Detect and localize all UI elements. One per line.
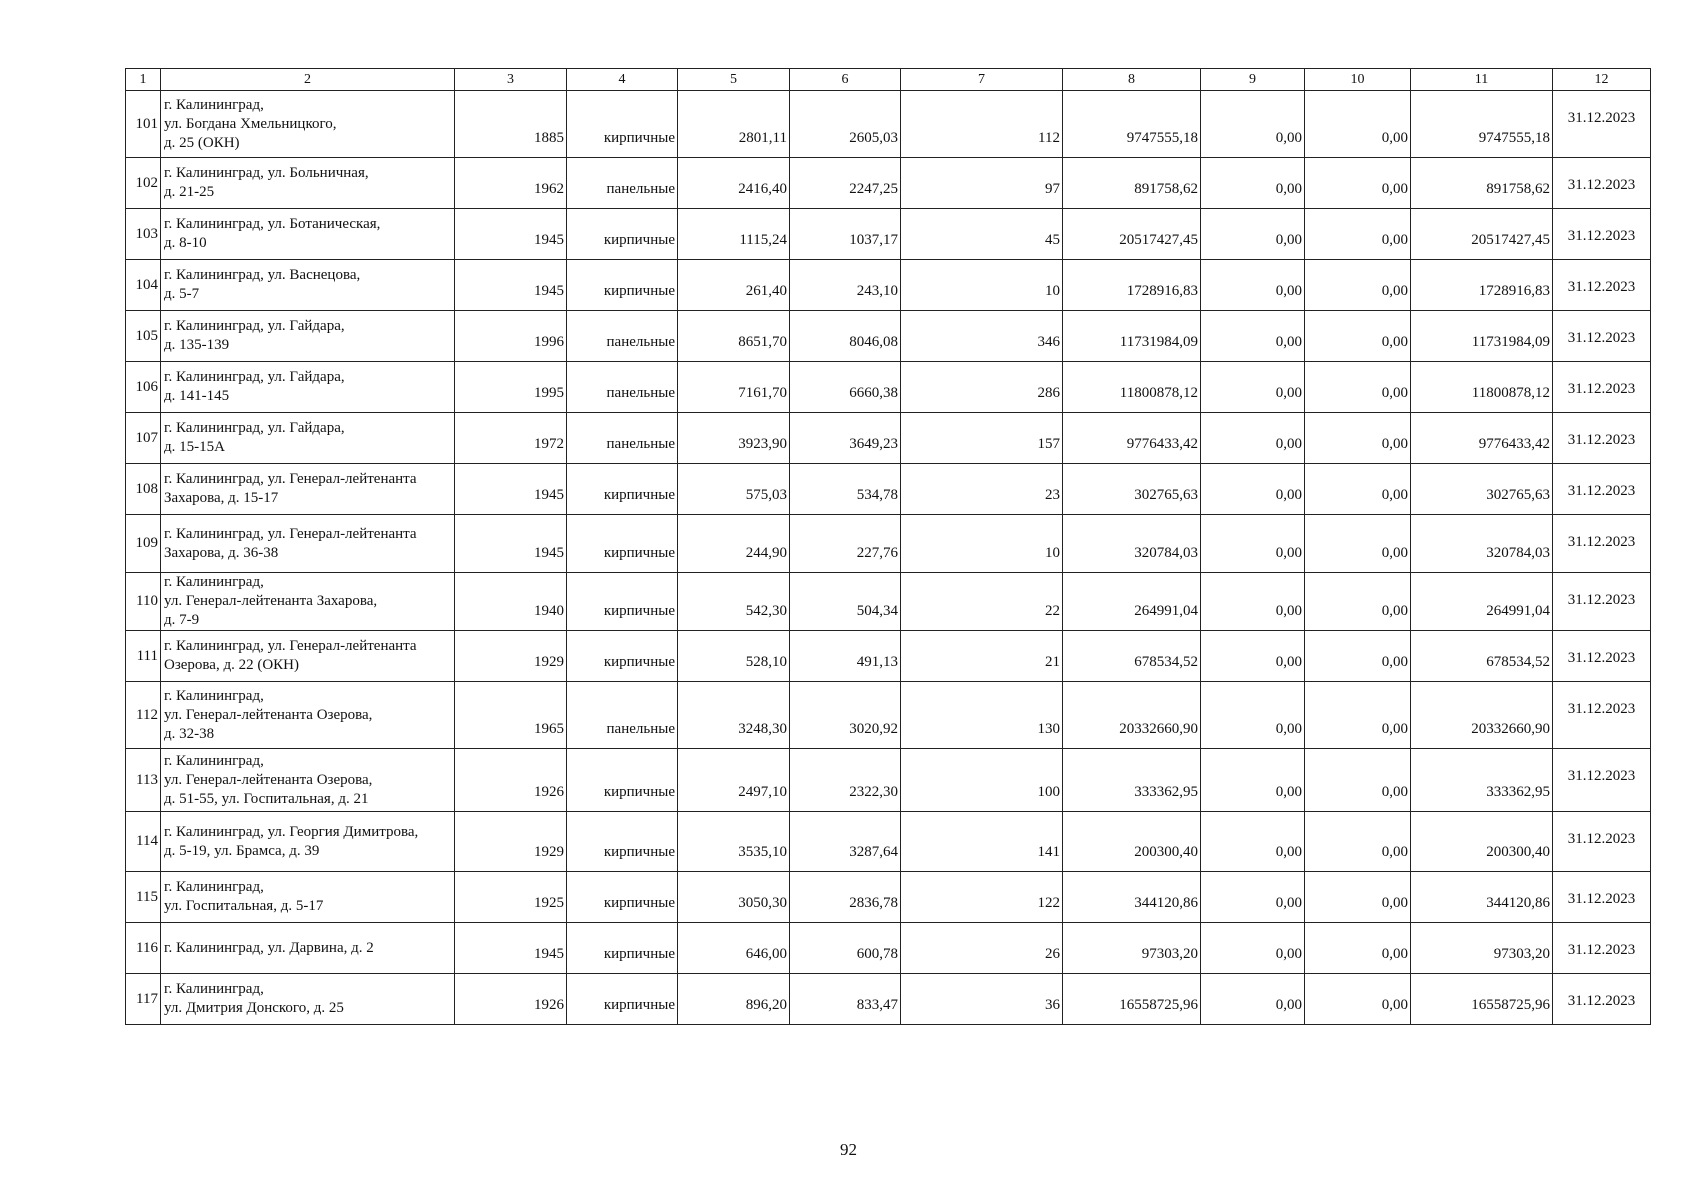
- year-built-cell: 1995: [455, 362, 567, 413]
- column-header-6: 6: [790, 69, 901, 91]
- table-row: [126, 573, 1651, 631]
- col10-value-cell: 0,00: [1305, 515, 1411, 573]
- address-line: ул. Богдана Хмельницкого,: [164, 115, 337, 132]
- year-built-cell: 1929: [455, 631, 567, 682]
- col6-value-cell: 600,78: [790, 923, 901, 974]
- col9-value-cell: 0,00: [1201, 260, 1305, 311]
- col8-value-cell: 678534,52: [1063, 631, 1201, 682]
- col7-value-cell: 21: [901, 631, 1063, 682]
- table-row: [126, 362, 1651, 413]
- wall-material-cell: кирпичные: [567, 631, 678, 682]
- col9-value-cell: 0,00: [1201, 631, 1305, 682]
- address-line: г. Калининград, ул. Больничная,: [164, 165, 369, 181]
- address-line: д. 15-15А: [164, 439, 225, 455]
- table-row: [126, 209, 1651, 260]
- date-cell: 31.12.2023: [1553, 749, 1651, 812]
- address-cell: [161, 158, 455, 209]
- page-number: 92: [840, 1140, 857, 1159]
- date-cell: 31.12.2023: [1553, 812, 1651, 872]
- col9-value-cell: 0,00: [1201, 682, 1305, 749]
- address-line: д. 25 (ОКН): [164, 134, 240, 151]
- date-cell: 31.12.2023: [1553, 974, 1651, 1025]
- col7-value-cell: 97: [901, 158, 1063, 209]
- col7-value-cell: 23: [901, 464, 1063, 515]
- col11-value-cell: 891758,62: [1411, 158, 1553, 209]
- col11-value-cell: 333362,95: [1411, 749, 1553, 812]
- col9-value-cell: 0,00: [1201, 209, 1305, 260]
- col5-value-cell: 7161,70: [678, 362, 790, 413]
- column-header-4: 4: [567, 69, 678, 91]
- col6-value-cell: 3287,64: [790, 812, 901, 872]
- col5-value-cell: 8651,70: [678, 311, 790, 362]
- col7-value-cell: 130: [901, 682, 1063, 749]
- row-number: 103: [126, 209, 161, 260]
- row-number: 116: [126, 923, 161, 974]
- col5-value-cell: 575,03: [678, 464, 790, 515]
- col10-value-cell: 0,00: [1305, 209, 1411, 260]
- date-cell: 31.12.2023: [1553, 362, 1651, 413]
- date-cell: 31.12.2023: [1553, 413, 1651, 464]
- wall-material-cell: кирпичные: [567, 91, 678, 158]
- address-cell: [161, 923, 455, 974]
- wall-material-cell: панельные: [567, 413, 678, 464]
- col8-value-cell: 11800878,12: [1063, 362, 1201, 413]
- col10-value-cell: 0,00: [1305, 158, 1411, 209]
- address-line: д. 51-55, ул. Госпитальная, д. 21: [164, 790, 369, 807]
- table-row: [126, 311, 1651, 362]
- col5-value-cell: 646,00: [678, 923, 790, 974]
- row-number: 105: [126, 311, 161, 362]
- col11-value-cell: 11731984,09: [1411, 311, 1553, 362]
- column-header-1: 1: [126, 69, 161, 91]
- col11-value-cell: 9747555,18: [1411, 91, 1553, 158]
- year-built-cell: 1945: [455, 260, 567, 311]
- address-line: г. Калининград,: [164, 981, 264, 997]
- address-line: Озерова, д. 22 (ОКН): [164, 657, 299, 673]
- row-number: 102: [126, 158, 161, 209]
- col9-value-cell: 0,00: [1201, 923, 1305, 974]
- column-header-9: 9: [1201, 69, 1305, 91]
- col8-value-cell: 20517427,45: [1063, 209, 1201, 260]
- date-cell: 31.12.2023: [1553, 573, 1651, 631]
- col7-value-cell: 45: [901, 209, 1063, 260]
- col11-value-cell: 20332660,90: [1411, 682, 1553, 749]
- date-cell: 31.12.2023: [1553, 311, 1651, 362]
- col7-value-cell: 157: [901, 413, 1063, 464]
- col11-value-cell: 678534,52: [1411, 631, 1553, 682]
- col9-value-cell: 0,00: [1201, 158, 1305, 209]
- col5-value-cell: 2416,40: [678, 158, 790, 209]
- address-cell: [161, 362, 455, 413]
- col9-value-cell: 0,00: [1201, 872, 1305, 923]
- col6-value-cell: 2605,03: [790, 91, 901, 158]
- address-cell: [161, 515, 455, 573]
- col10-value-cell: 0,00: [1305, 260, 1411, 311]
- col9-value-cell: 0,00: [1201, 311, 1305, 362]
- col6-value-cell: 8046,08: [790, 311, 901, 362]
- col9-value-cell: 0,00: [1201, 413, 1305, 464]
- col7-value-cell: 10: [901, 260, 1063, 311]
- year-built-cell: 1925: [455, 872, 567, 923]
- col5-value-cell: 896,20: [678, 974, 790, 1025]
- address-line: д. 141-145: [164, 388, 230, 404]
- column-header-3: 3: [455, 69, 567, 91]
- col8-value-cell: 320784,03: [1063, 515, 1201, 573]
- address-line: г. Калининград,: [164, 752, 264, 769]
- wall-material-cell: кирпичные: [567, 812, 678, 872]
- year-built-cell: 1926: [455, 974, 567, 1025]
- date-cell: 31.12.2023: [1553, 260, 1651, 311]
- col8-value-cell: 20332660,90: [1063, 682, 1201, 749]
- address-cell: [161, 682, 455, 749]
- col7-value-cell: 22: [901, 573, 1063, 631]
- row-number: 104: [126, 260, 161, 311]
- row-number: 112: [126, 682, 161, 749]
- col6-value-cell: 3020,92: [790, 682, 901, 749]
- year-built-cell: 1972: [455, 413, 567, 464]
- col8-value-cell: 344120,86: [1063, 872, 1201, 923]
- table-row: [126, 515, 1651, 573]
- column-number-header-row: [126, 69, 1651, 91]
- address-line: д. 32-38: [164, 725, 215, 742]
- table-row: [126, 923, 1651, 974]
- address-line: д. 21-25: [164, 184, 215, 200]
- wall-material-cell: панельные: [567, 362, 678, 413]
- col9-value-cell: 0,00: [1201, 515, 1305, 573]
- address-line: Захарова, д. 15-17: [164, 490, 279, 506]
- row-number: 101: [126, 91, 161, 158]
- date-cell: 31.12.2023: [1553, 91, 1651, 158]
- col7-value-cell: 141: [901, 812, 1063, 872]
- col5-value-cell: 528,10: [678, 631, 790, 682]
- year-built-cell: 1945: [455, 923, 567, 974]
- wall-material-cell: кирпичные: [567, 515, 678, 573]
- col6-value-cell: 2322,30: [790, 749, 901, 812]
- address-cell: [161, 631, 455, 682]
- table-row: [126, 464, 1651, 515]
- address-line: г. Калининград, ул. Гайдара,: [164, 420, 345, 436]
- col5-value-cell: 2801,11: [678, 91, 790, 158]
- wall-material-cell: кирпичные: [567, 749, 678, 812]
- col7-value-cell: 122: [901, 872, 1063, 923]
- col5-value-cell: 261,40: [678, 260, 790, 311]
- col8-value-cell: 1728916,83: [1063, 260, 1201, 311]
- address-line: д. 7-9: [164, 612, 200, 628]
- col6-value-cell: 491,13: [790, 631, 901, 682]
- table-row: [126, 974, 1651, 1025]
- address-cell: [161, 260, 455, 311]
- row-number: 107: [126, 413, 161, 464]
- col10-value-cell: 0,00: [1305, 682, 1411, 749]
- col8-value-cell: 16558725,96: [1063, 974, 1201, 1025]
- col8-value-cell: 333362,95: [1063, 749, 1201, 812]
- date-cell: 31.12.2023: [1553, 682, 1651, 749]
- column-header-12: 12: [1553, 69, 1651, 91]
- col11-value-cell: 16558725,96: [1411, 974, 1553, 1025]
- address-line: г. Калининград, ул. Гайдара,: [164, 369, 345, 385]
- column-header-11: 11: [1411, 69, 1553, 91]
- address-line: г. Калининград,: [164, 96, 264, 113]
- col5-value-cell: 244,90: [678, 515, 790, 573]
- wall-material-cell: кирпичные: [567, 923, 678, 974]
- year-built-cell: 1965: [455, 682, 567, 749]
- table-row: [126, 91, 1651, 158]
- column-header-5: 5: [678, 69, 790, 91]
- address-line: д. 8-10: [164, 235, 207, 251]
- address-line: Захарова, д. 36-38: [164, 544, 279, 561]
- address-cell: [161, 464, 455, 515]
- table-row: [126, 682, 1651, 749]
- address-cell: [161, 209, 455, 260]
- col9-value-cell: 0,00: [1201, 91, 1305, 158]
- col9-value-cell: 0,00: [1201, 464, 1305, 515]
- date-cell: 31.12.2023: [1553, 158, 1651, 209]
- col7-value-cell: 36: [901, 974, 1063, 1025]
- col11-value-cell: 264991,04: [1411, 573, 1553, 631]
- col10-value-cell: 0,00: [1305, 413, 1411, 464]
- address-line: ул. Генерал-лейтенанта Захарова,: [164, 593, 378, 609]
- year-built-cell: 1926: [455, 749, 567, 812]
- col10-value-cell: 0,00: [1305, 631, 1411, 682]
- col5-value-cell: 2497,10: [678, 749, 790, 812]
- year-built-cell: 1996: [455, 311, 567, 362]
- col6-value-cell: 833,47: [790, 974, 901, 1025]
- col10-value-cell: 0,00: [1305, 974, 1411, 1025]
- housing-register-table: [125, 68, 1651, 1025]
- table-row: [126, 872, 1651, 923]
- col11-value-cell: 9776433,42: [1411, 413, 1553, 464]
- address-line: г. Калининград, ул. Ботаническая,: [164, 216, 381, 232]
- col6-value-cell: 227,76: [790, 515, 901, 573]
- col5-value-cell: 542,30: [678, 573, 790, 631]
- date-cell: 31.12.2023: [1553, 464, 1651, 515]
- address-cell: [161, 573, 455, 631]
- row-number: 110: [126, 573, 161, 631]
- wall-material-cell: панельные: [567, 158, 678, 209]
- col10-value-cell: 0,00: [1305, 573, 1411, 631]
- row-number: 109: [126, 515, 161, 573]
- column-header-2: 2: [161, 69, 455, 91]
- col11-value-cell: 344120,86: [1411, 872, 1553, 923]
- address-cell: [161, 812, 455, 872]
- address-line: г. Калининград,: [164, 687, 264, 704]
- row-number: 108: [126, 464, 161, 515]
- col7-value-cell: 112: [901, 91, 1063, 158]
- address-line: д. 135-139: [164, 337, 230, 353]
- wall-material-cell: кирпичные: [567, 464, 678, 515]
- col5-value-cell: 3923,90: [678, 413, 790, 464]
- col6-value-cell: 2247,25: [790, 158, 901, 209]
- col6-value-cell: 534,78: [790, 464, 901, 515]
- wall-material-cell: кирпичные: [567, 260, 678, 311]
- row-number: 114: [126, 812, 161, 872]
- address-line: г. Калининград, ул. Генерал-лейтенанта: [164, 638, 417, 654]
- col11-value-cell: 320784,03: [1411, 515, 1553, 573]
- col10-value-cell: 0,00: [1305, 749, 1411, 812]
- row-number: 117: [126, 974, 161, 1025]
- wall-material-cell: панельные: [567, 682, 678, 749]
- col11-value-cell: 97303,20: [1411, 923, 1553, 974]
- row-number: 113: [126, 749, 161, 812]
- col9-value-cell: 0,00: [1201, 749, 1305, 812]
- col8-value-cell: 9747555,18: [1063, 91, 1201, 158]
- year-built-cell: 1940: [455, 573, 567, 631]
- address-line: ул. Дмитрия Донского, д. 25: [164, 1000, 344, 1016]
- address-line: г. Калининград,: [164, 879, 264, 895]
- address-line: г. Калининград, ул. Гайдара,: [164, 318, 345, 334]
- col6-value-cell: 1037,17: [790, 209, 901, 260]
- col7-value-cell: 346: [901, 311, 1063, 362]
- address-line: ул. Генерал-лейтенанта Озерова,: [164, 706, 373, 723]
- row-number: 115: [126, 872, 161, 923]
- table-row: [126, 158, 1651, 209]
- col8-value-cell: 11731984,09: [1063, 311, 1201, 362]
- table-body: [126, 69, 1651, 1025]
- address-line: ул. Генерал-лейтенанта Озерова,: [164, 771, 373, 788]
- date-cell: 31.12.2023: [1553, 515, 1651, 573]
- address-cell: [161, 749, 455, 812]
- date-cell: 31.12.2023: [1553, 923, 1651, 974]
- table-row: [126, 631, 1651, 682]
- col11-value-cell: 20517427,45: [1411, 209, 1553, 260]
- date-cell: 31.12.2023: [1553, 631, 1651, 682]
- column-header-8: 8: [1063, 69, 1201, 91]
- address-line: г. Калининград, ул. Генерал-лейтенанта: [164, 471, 417, 487]
- col8-value-cell: 302765,63: [1063, 464, 1201, 515]
- col8-value-cell: 264991,04: [1063, 573, 1201, 631]
- address-line: ул. Госпитальная, д. 5-17: [164, 898, 324, 914]
- year-built-cell: 1885: [455, 91, 567, 158]
- col8-value-cell: 891758,62: [1063, 158, 1201, 209]
- date-cell: 31.12.2023: [1553, 872, 1651, 923]
- col8-value-cell: 97303,20: [1063, 923, 1201, 974]
- year-built-cell: 1929: [455, 812, 567, 872]
- col5-value-cell: 3535,10: [678, 812, 790, 872]
- address-cell: [161, 872, 455, 923]
- address-cell: [161, 974, 455, 1025]
- col6-value-cell: 2836,78: [790, 872, 901, 923]
- address-line: д. 5-19, ул. Брамса, д. 39: [164, 842, 320, 859]
- table-row: [126, 413, 1651, 464]
- col10-value-cell: 0,00: [1305, 464, 1411, 515]
- col6-value-cell: 3649,23: [790, 413, 901, 464]
- col10-value-cell: 0,00: [1305, 872, 1411, 923]
- col5-value-cell: 1115,24: [678, 209, 790, 260]
- col7-value-cell: 100: [901, 749, 1063, 812]
- col8-value-cell: 200300,40: [1063, 812, 1201, 872]
- wall-material-cell: кирпичные: [567, 974, 678, 1025]
- col9-value-cell: 0,00: [1201, 974, 1305, 1025]
- col6-value-cell: 6660,38: [790, 362, 901, 413]
- date-cell: 31.12.2023: [1553, 209, 1651, 260]
- column-header-10: 10: [1305, 69, 1411, 91]
- address-cell: [161, 91, 455, 158]
- col10-value-cell: 0,00: [1305, 311, 1411, 362]
- wall-material-cell: панельные: [567, 311, 678, 362]
- col10-value-cell: 0,00: [1305, 91, 1411, 158]
- year-built-cell: 1945: [455, 464, 567, 515]
- wall-material-cell: кирпичные: [567, 573, 678, 631]
- column-header-7: 7: [901, 69, 1063, 91]
- wall-material-cell: кирпичные: [567, 209, 678, 260]
- table-row: [126, 749, 1651, 812]
- col6-value-cell: 243,10: [790, 260, 901, 311]
- col10-value-cell: 0,00: [1305, 923, 1411, 974]
- address-line: д. 5-7: [164, 286, 200, 302]
- address-line: г. Калининград, ул. Васнецова,: [164, 267, 361, 283]
- col9-value-cell: 0,00: [1201, 362, 1305, 413]
- address-cell: [161, 413, 455, 464]
- address-line: г. Калининград, ул. Генерал-лейтенанта: [164, 525, 417, 542]
- col6-value-cell: 504,34: [790, 573, 901, 631]
- address-cell: [161, 311, 455, 362]
- col10-value-cell: 0,00: [1305, 812, 1411, 872]
- col5-value-cell: 3248,30: [678, 682, 790, 749]
- col11-value-cell: 1728916,83: [1411, 260, 1553, 311]
- col7-value-cell: 26: [901, 923, 1063, 974]
- col9-value-cell: 0,00: [1201, 573, 1305, 631]
- table-row: [126, 260, 1651, 311]
- address-line: г. Калининград,: [164, 574, 264, 590]
- year-built-cell: 1962: [455, 158, 567, 209]
- col11-value-cell: 302765,63: [1411, 464, 1553, 515]
- col11-value-cell: 11800878,12: [1411, 362, 1553, 413]
- col7-value-cell: 286: [901, 362, 1063, 413]
- address-line: г. Калининград, ул. Георгия Димитрова,: [164, 823, 419, 840]
- col8-value-cell: 9776433,42: [1063, 413, 1201, 464]
- col9-value-cell: 0,00: [1201, 812, 1305, 872]
- address-line: г. Калининград, ул. Дарвина, д. 2: [164, 939, 374, 956]
- year-built-cell: 1945: [455, 209, 567, 260]
- col5-value-cell: 3050,30: [678, 872, 790, 923]
- year-built-cell: 1945: [455, 515, 567, 573]
- row-number: 111: [126, 631, 161, 682]
- table-row: [126, 812, 1651, 872]
- col11-value-cell: 200300,40: [1411, 812, 1553, 872]
- wall-material-cell: кирпичные: [567, 872, 678, 923]
- row-number: 106: [126, 362, 161, 413]
- col10-value-cell: 0,00: [1305, 362, 1411, 413]
- col7-value-cell: 10: [901, 515, 1063, 573]
